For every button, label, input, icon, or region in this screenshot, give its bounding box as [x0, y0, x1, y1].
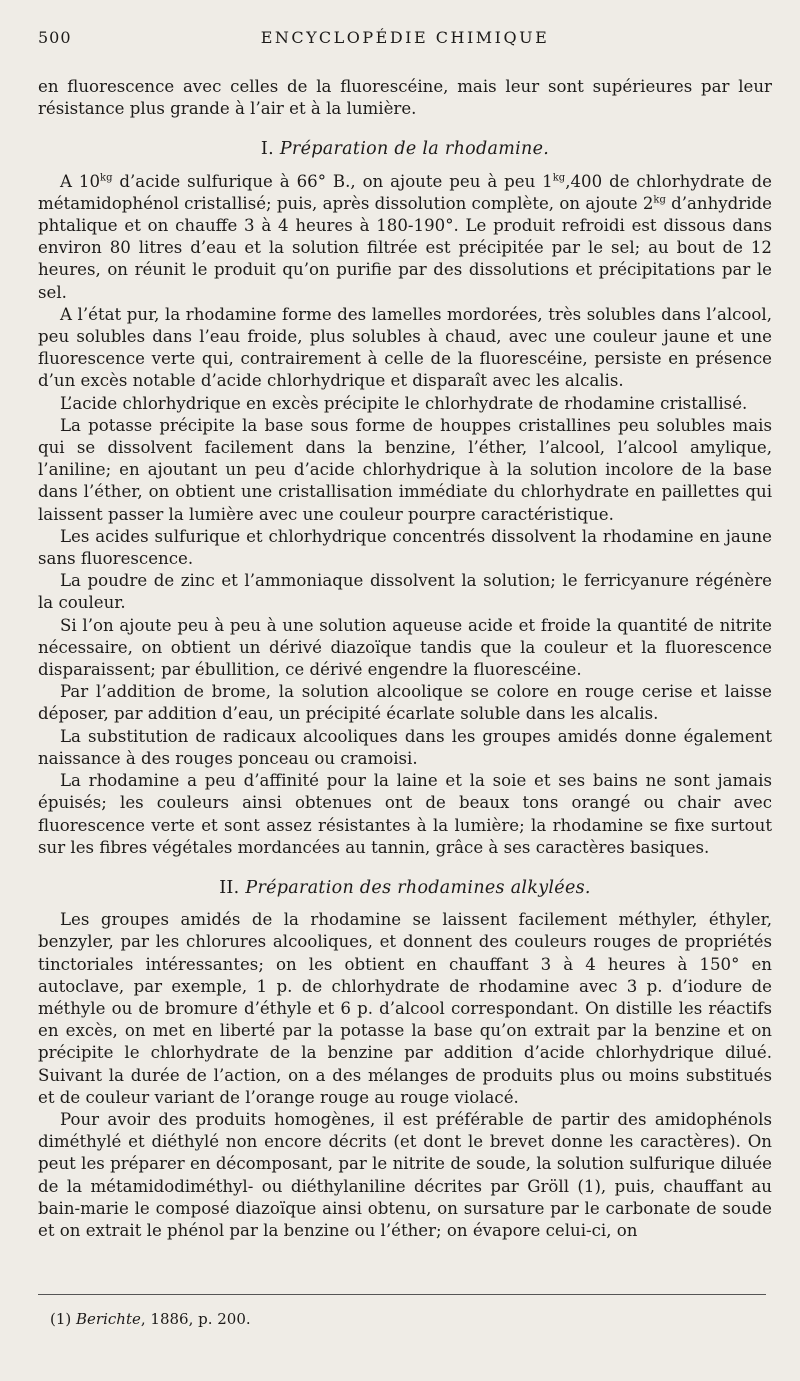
body-text — [38, 76, 772, 1242]
section-heading-2 — [38, 877, 772, 899]
superscript-unit: kg — [100, 172, 113, 184]
page-header — [38, 28, 772, 54]
paragraph: La potasse précipite la base sous forme de houppes cristallines peu solubles mais qui se dissolvent facilement dans la benzine, l’éther, l’alcool, l’alcool amylique, l’aniline; en ajoutant un peu d’acide chlorhydrique à la solution incolore de la base dans l’éther, on obtient une cristallisation immédiate du chlorhydrate en paillettes qui laissent passer la lumière avec une couleur pourpre caractéristique. — [38, 415, 772, 524]
footnote-divider — [38, 1294, 766, 1295]
paragraph: La rhodamine a peu d’affinité pour la laine et la soie et ses bains ne sont jamais épuisés; les couleurs ainsi obtenues ont de beaux tons orangé ou chair avec fluorescence verte et sont assez résistantes à la lumière; la rhodamine se fixe surtout sur les fibres végétales mordancées au tannin, grâce à ses caractères basiques. — [38, 771, 772, 857]
paragraph: A l’état pur, la rhodamine forme des lamelles mordorées, très solubles dans l’alcool, peu solubles dans l’eau froide, plus solubles à chaud, avec une couleur jaune et une fluorescence verte qui, contrairement à celle de la fluorescéine, persiste en présence d’un excès notable d’acide chlorhydrique et disparaît avec les alcalis. — [38, 304, 772, 391]
paragraph: A $10^{kg}$ d’acide sulfurique à 66° B., on ajoute peu à peu $1^{kg},400$ de chlorhydrate de métamidophénol cristallisé; puis, après dissolution complète, on ajoute $2^{kg}$ d’anhydride phtalique et on chauffe 3 à 4 heures à 180-190°. Le produit refroidi est dissous dans environ 80 litres d’eau et la solution filtrée est précipitée par le sel; au bout de 12 heures, on réunit le produit qu’on purifie par des dissolutions et précipitations par le sel. — [38, 171, 772, 302]
page-number: 500 — [38, 28, 72, 47]
footnote-journal: Berichte — [76, 1310, 141, 1328]
paragraph: Si l’on ajoute peu à peu à une solution aqueuse acide et froide la quantité de nitrite nécessaire, on obtient un dérivé diazoïque tandis que la couleur et la fluorescence disparaissent; par ébullition, ce dérivé engendre la fluorescéine. — [38, 615, 772, 680]
paragraph: Les acides sulfurique et chlorhydrique concentrés dissolvent la rhodamine en jaune sans fluorescence. — [38, 526, 772, 569]
section-title: Préparation de la rhodamine. — [279, 139, 550, 160]
superscript-unit: kg — [653, 194, 666, 206]
section-number: I. — [260, 139, 274, 160]
paragraph: L’acide chlorhydrique en excès précipite le chlorhydrate de rhodamine cristallisé. — [60, 393, 748, 413]
section-title: Préparation des rhodamines alkylées. — [245, 877, 591, 898]
footnote-marker: (1) — [50, 1310, 77, 1328]
intro-paragraph: en fluorescence avec celles de la fluorescéine, mais leur sont supérieures par leur résistance plus grande à l’air et à la lumière. — [38, 77, 772, 119]
superscript-unit: kg — [552, 172, 566, 184]
paragraph: Par l’addition de brome, la solution alcoolique se colore en rouge cerise et laisse déposer, par addition d’eau, un précipité écarlate soluble dans les alcalis. — [38, 682, 772, 724]
paragraph: La substitution de radicaux alcooliques dans les groupes amidés donne également naissance à des rouges ponceau ou cramoisi. — [38, 726, 772, 768]
section-number: II. — [219, 877, 240, 898]
document-page — [38, 28, 772, 1242]
footnote — [50, 1310, 251, 1328]
paragraph: Pour avoir des produits homogènes, il est préférable de partir des amidophénols diméthylé et diéthylé non encore décrits (et dont le brevet donne les caractères). On peut les préparer en décomposant, par le nitrite de soude, la solution sulfurique diluée de la métamidodiméthyl- ou diéthylaniline décrites par Gröll (1), puis, chauffant au bain-marie le composé diazoïque ainsi obtenu, on sursature par le carbonate de soude et on extrait le phénol par la benzine ou l’éther; on évapore celui-ci, on — [38, 1109, 772, 1240]
paragraph: La poudre de zinc et l’ammoniaque dissolvent la solution; le ferricyanure régénère la couleur. — [38, 571, 772, 613]
footnote-citation: , 1886, p. 200. — [140, 1310, 251, 1328]
paragraph: Les groupes amidés de la rhodamine se laissent facilement méthyler, éthyler, benzyler, par les chlorures alcooliques, et donnent des couleurs rouges de propriétés tinctoriales intéressantes; on les obtient en chauffant 3 à 4 heures à 150° en autoclave, par exemple, 1 p. de chlorhydrate de rhodamine avec 3 p. d’iodure de méthyle ou de bromure d’éthyle et 6 p. d’alcool correspondant. On distille les réactifs en excès, on met en liberté par la potasse la base qu’on extrait par la benzine et on précipite le chlorhydrate de la benzine par addition d’acide chlorhydrique dilué. Suivant la durée de l’action, on a des mélanges de produits plus ou moins substitués et de couleur variant de l’orange rouge au rouge violacé. — [38, 910, 772, 1107]
section-heading-1 — [38, 138, 772, 160]
running-title: ENCYCLOPÉDIE CHIMIQUE — [260, 28, 550, 47]
